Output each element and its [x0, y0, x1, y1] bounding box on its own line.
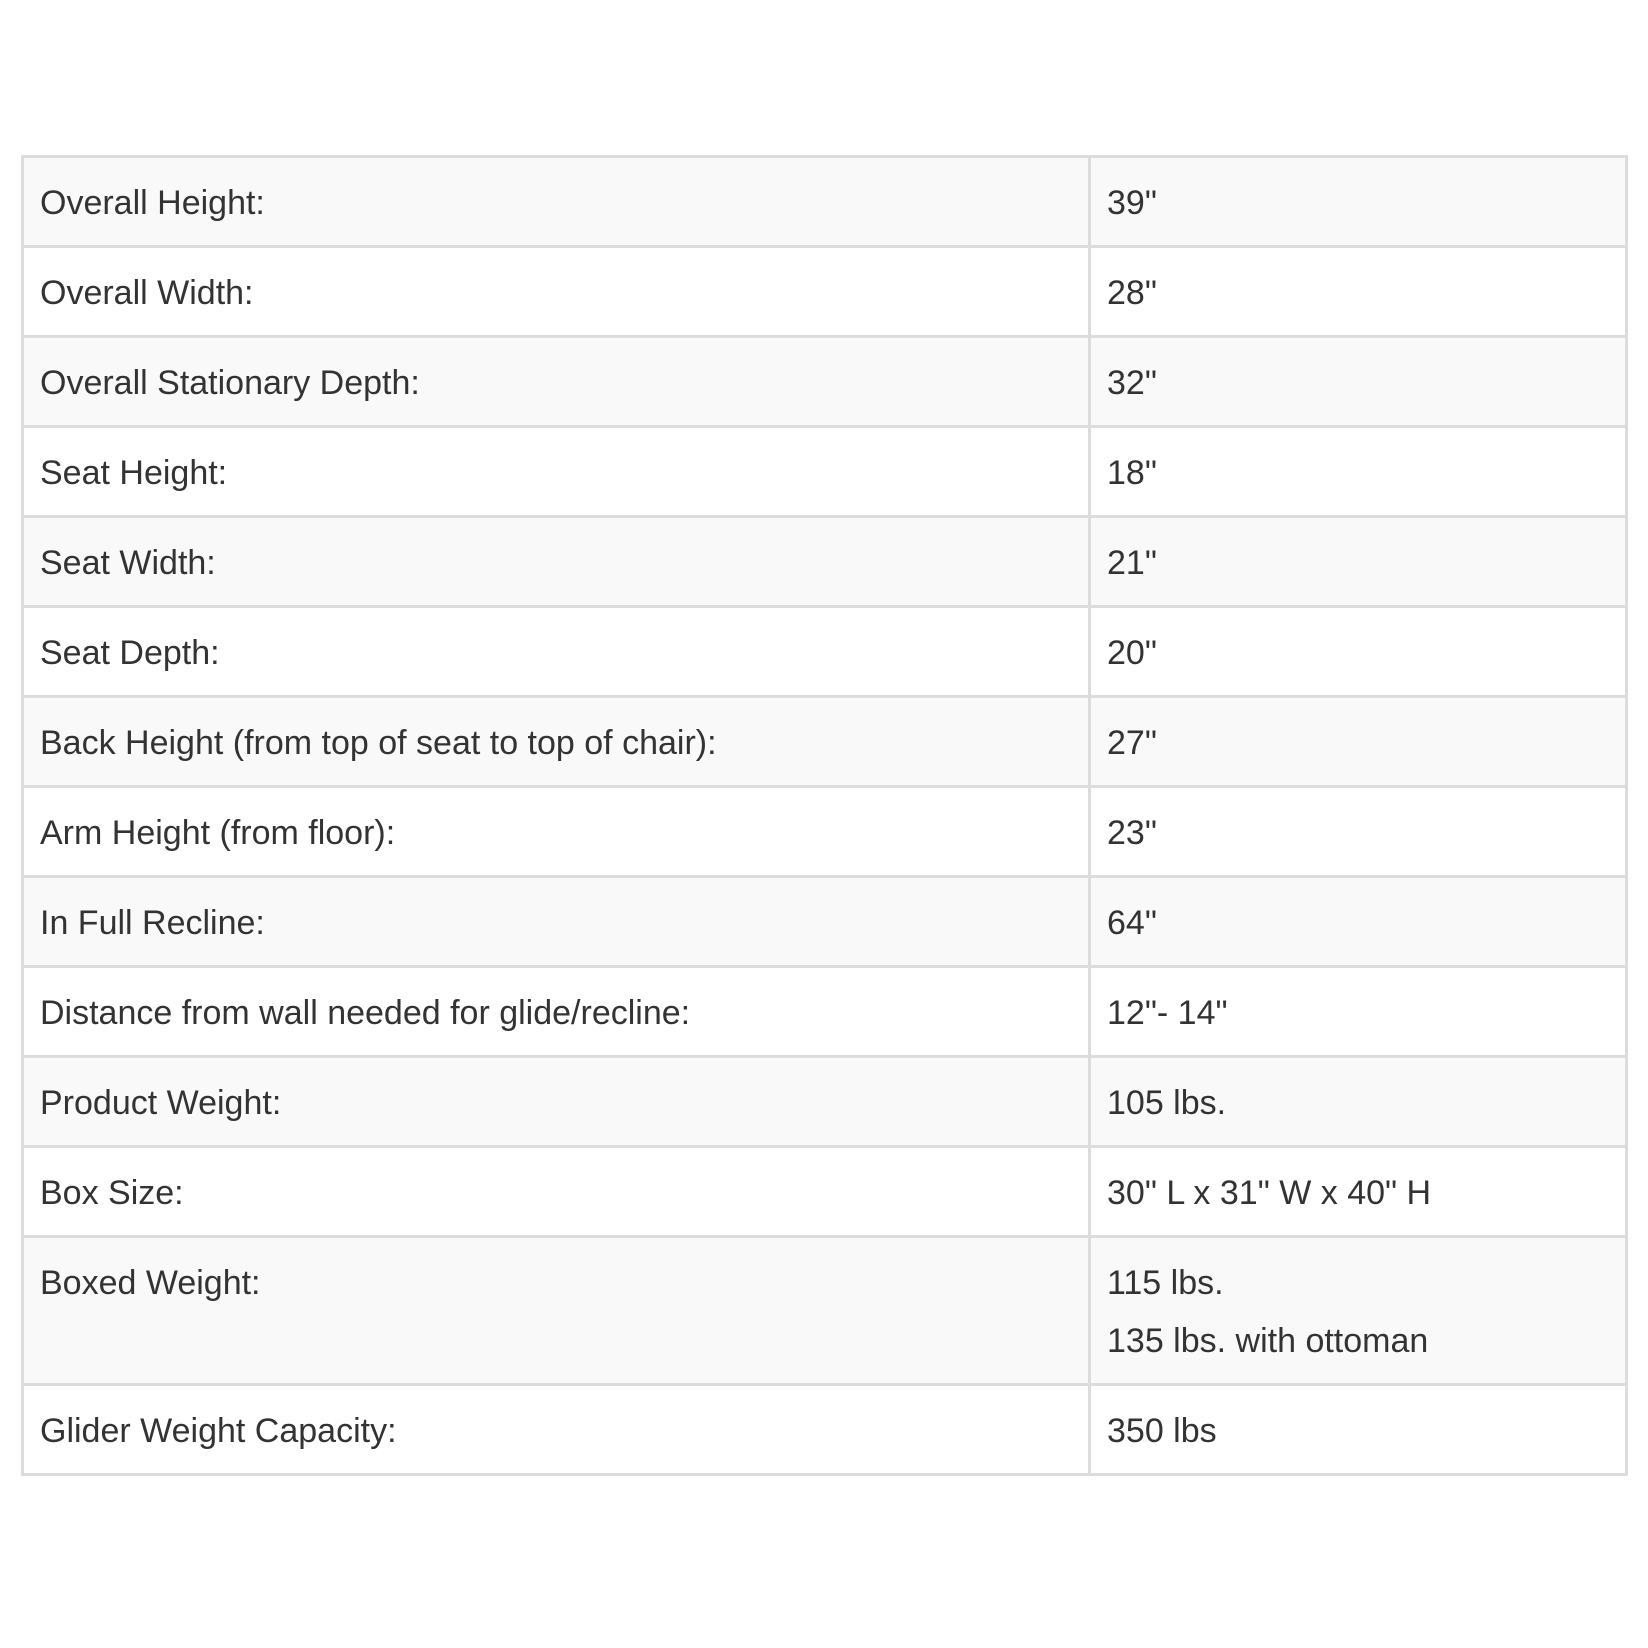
spec-label-cell: [23, 1385, 1090, 1475]
spec-label: Boxed Weight:: [40, 1264, 261, 1302]
specifications-table-body: [23, 157, 1627, 1475]
table-row: [23, 1385, 1627, 1475]
spec-label-cell: [23, 247, 1090, 337]
spec-label: Arm Height (from floor):: [40, 814, 396, 852]
spec-label-cell: [23, 337, 1090, 427]
spec-value-cell: [1090, 877, 1627, 967]
spec-value: 115 lbs.: [1107, 1264, 1224, 1302]
table-row: [23, 1147, 1627, 1237]
table-row: [23, 247, 1627, 337]
spec-label: Overall Width:: [40, 274, 254, 312]
spec-value-cell: [1090, 697, 1627, 787]
spec-label-cell: [23, 787, 1090, 877]
spec-value-cell: [1090, 337, 1627, 427]
spec-label-cell: [23, 1237, 1090, 1385]
table-row: [23, 1057, 1627, 1147]
spec-value-cell: [1090, 1147, 1627, 1237]
spec-value: 39": [1107, 184, 1157, 222]
spec-label-cell: [23, 1147, 1090, 1237]
spec-value: 32": [1107, 364, 1157, 402]
spec-label-cell: [23, 157, 1090, 247]
spec-value: 350 lbs: [1107, 1412, 1217, 1450]
spec-value-cell: [1090, 1057, 1627, 1147]
spec-value: 27": [1107, 724, 1157, 762]
table-row: [23, 427, 1627, 517]
specifications-table: [21, 155, 1628, 1476]
spec-value-cell: [1090, 787, 1627, 877]
table-row: [23, 1237, 1627, 1385]
spec-label: Product Weight:: [40, 1084, 282, 1122]
spec-value: 12"- 14": [1107, 994, 1228, 1032]
spec-label: Seat Width:: [40, 544, 216, 582]
spec-value: 64": [1107, 904, 1157, 942]
spec-label: Seat Depth:: [40, 634, 220, 672]
spec-value: 21": [1107, 544, 1157, 582]
spec-label-cell: [23, 967, 1090, 1057]
spec-value: 20": [1107, 634, 1157, 672]
spec-value: 105 lbs.: [1107, 1084, 1227, 1122]
table-row: [23, 967, 1627, 1057]
spec-label: Seat Height:: [40, 454, 228, 492]
table-row: [23, 607, 1627, 697]
table-row: [23, 697, 1627, 787]
spec-label-cell: [23, 427, 1090, 517]
spec-label-cell: [23, 697, 1090, 787]
spec-label: Distance from wall needed for glide/recline:: [40, 994, 691, 1032]
spec-value-cell: [1090, 1385, 1627, 1475]
spec-value: 30" L x 31" W x 40" H: [1107, 1174, 1432, 1212]
spec-label-cell: [23, 607, 1090, 697]
spec-label: Overall Stationary Depth:: [40, 364, 420, 402]
spec-label: In Full Recline:: [40, 904, 265, 942]
spec-value: 23": [1107, 814, 1157, 852]
table-row: [23, 517, 1627, 607]
spec-value-secondary: 135 lbs. with ottoman: [1107, 1322, 1429, 1360]
spec-label-cell: [23, 877, 1090, 967]
spec-value: 18": [1107, 454, 1157, 492]
spec-value-cell: [1090, 607, 1627, 697]
spec-label-cell: [23, 1057, 1090, 1147]
spec-label: Back Height (from top of seat to top of chair):: [40, 724, 717, 762]
spec-value-cell: [1090, 157, 1627, 247]
spec-value-cell: [1090, 247, 1627, 337]
spec-value-cell: [1090, 427, 1627, 517]
spec-label: Box Size:: [40, 1174, 184, 1212]
spec-value: 28": [1107, 274, 1157, 312]
table-row: [23, 337, 1627, 427]
spec-value-cell: [1090, 517, 1627, 607]
table-row: [23, 157, 1627, 247]
table-row: [23, 877, 1627, 967]
spec-value-cell: [1090, 1237, 1627, 1385]
spec-value-cell: [1090, 967, 1627, 1057]
spec-label: Glider Weight Capacity:: [40, 1412, 397, 1450]
spec-label: Overall Height:: [40, 184, 265, 222]
table-row: [23, 787, 1627, 877]
spec-label-cell: [23, 517, 1090, 607]
